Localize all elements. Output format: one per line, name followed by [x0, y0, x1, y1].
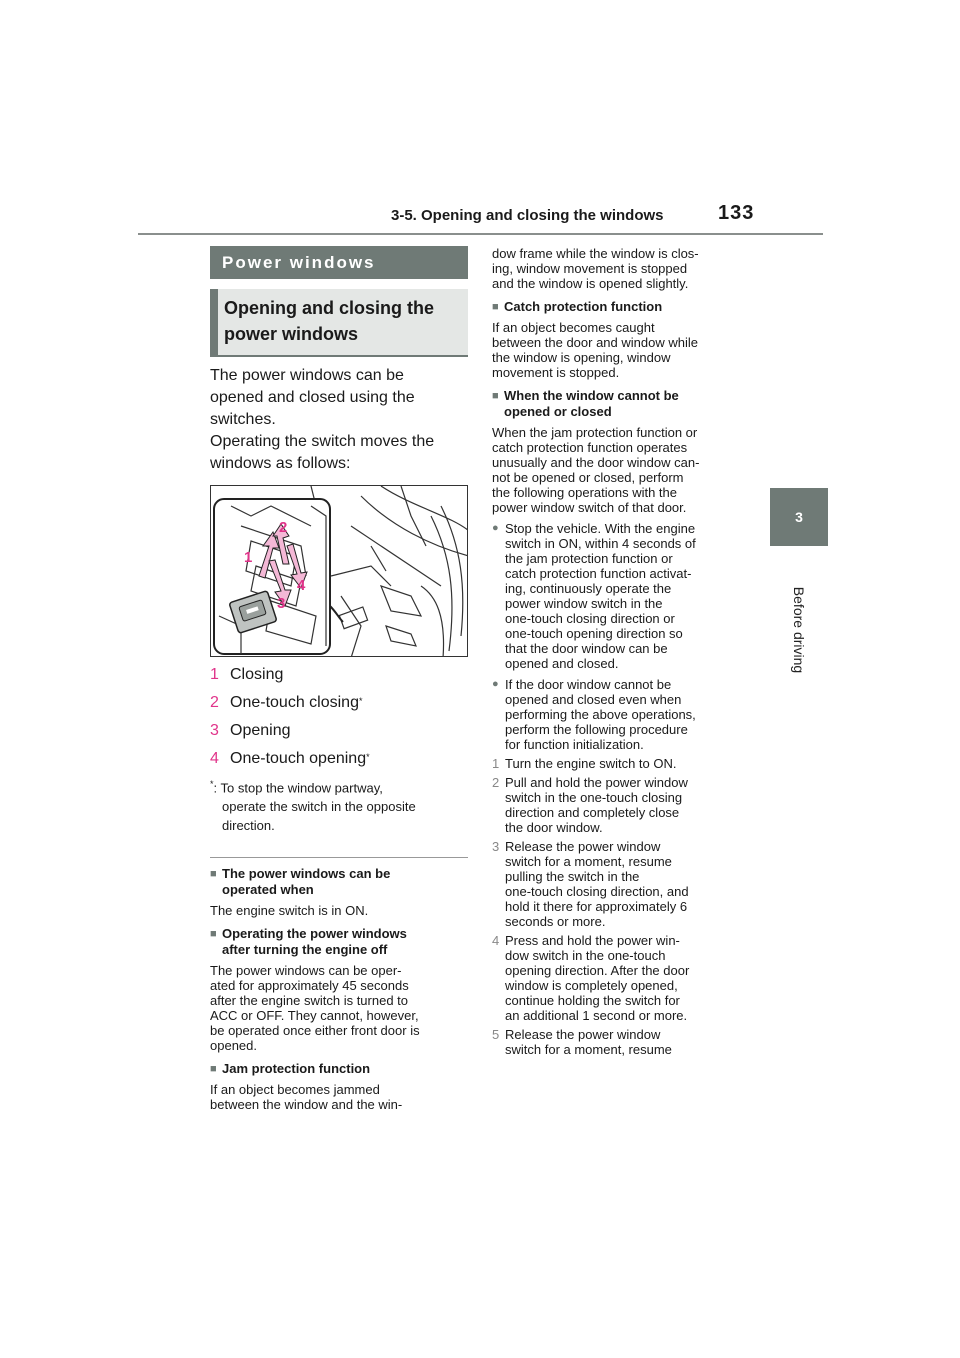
- page-number: 133: [718, 202, 755, 224]
- intro-line: The power windows can be: [210, 367, 404, 384]
- list-text: One-touch closing: [230, 694, 359, 711]
- circle-bullet-icon: ●: [492, 522, 499, 534]
- list-item: [210, 691, 468, 715]
- note-heading: ■ Catch protection function: [492, 299, 663, 314]
- step-item: 5 Release the power window switch for a moment, resume: [492, 1027, 672, 1057]
- note-body: If an object becomes caught between the door and window while the window is opening, window movement is stopped.: [492, 320, 698, 380]
- footnote-line: : To stop the window partway,: [213, 780, 383, 796]
- step-number: 3: [492, 839, 500, 854]
- list-item: [210, 747, 468, 771]
- section-header-title: 3-5. Opening and closing the windows: [391, 207, 664, 224]
- header-rule: [138, 233, 823, 235]
- square-bullet-icon: ■: [210, 1063, 217, 1076]
- callout-2: 2: [279, 519, 288, 536]
- switch-illustration-svg: [211, 486, 468, 657]
- note-heading: ■ The power windows can be operated when: [210, 866, 391, 898]
- list-number: 4: [210, 750, 219, 767]
- footnote-star: *: [366, 752, 370, 762]
- footnote: [210, 775, 468, 835]
- square-bullet-icon: ■: [492, 301, 499, 313]
- square-bullet-icon: ■: [492, 390, 499, 402]
- section-banner: Power windows: [210, 246, 468, 279]
- footnote-line: operate the switch in the opposite: [222, 799, 416, 815]
- note-heading: ■ Jam protection function: [210, 1061, 371, 1077]
- step-number: 4: [492, 933, 500, 948]
- circle-bullet-icon: ●: [492, 678, 499, 690]
- intro-text: [210, 365, 468, 475]
- list-item: [210, 663, 468, 687]
- step-item: 4 Press and hold the power win- dow switch in the one-touch opening direction. After the door window is completely opened, continue holding the switch for an additional 1 second or more.: [492, 933, 690, 1023]
- intro-line: windows as follows:: [210, 455, 351, 472]
- callout-3: 3: [277, 595, 286, 612]
- footnote-star: *: [358, 696, 363, 706]
- list-text: One-touch opening: [230, 750, 367, 767]
- callout-4: 4: [297, 577, 306, 594]
- note-body: The engine switch is in ON.: [210, 903, 369, 919]
- step-number: 1: [492, 756, 500, 771]
- left-column: [210, 246, 468, 1112]
- list-item: [210, 719, 468, 743]
- intro-line: switches.: [210, 411, 276, 428]
- step-number: 5: [492, 1027, 500, 1042]
- chapter-label: [752, 560, 846, 700]
- step-item: 3 Release the power window switch for a moment, resume pulling the switch in the one-touch closing direction, and hold it there for approximately 6 seconds or more.: [492, 839, 689, 929]
- note-heading: ■ Operating the power windows after turning the engine off: [210, 926, 407, 958]
- procedure-steps: [492, 756, 752, 1057]
- subheading-line: power windows: [224, 324, 359, 344]
- intro-line: opened and closed using the: [210, 389, 415, 406]
- callout-1: 1: [244, 549, 253, 566]
- right-column: [492, 246, 752, 1057]
- list-text: Closing: [230, 666, 284, 683]
- step-number: 2: [492, 775, 500, 790]
- continued-text: dow frame while the window is clos- ing, window movement is stopped and the window is opened slightly.: [492, 246, 699, 291]
- square-bullet-icon: ■: [210, 928, 217, 941]
- list-number: 1: [210, 666, 219, 683]
- list-number: 2: [210, 694, 219, 711]
- list-number: 3: [210, 722, 219, 739]
- bullet-item: ● Stop the vehicle. With the engine switch in ON, within 4 seconds of the jam protection function or catch protection function activat- ing, continuously operate the power window switch in the one-touch closing direction or one-touch opening direction so that the door window can be opened and closed.: [492, 521, 696, 671]
- subheading-line: Opening and closing the: [224, 298, 435, 318]
- note-heading: ■ When the window cannot be opened or closed: [492, 388, 679, 419]
- note-body: The power windows can be oper- ated for approximately 45 seconds after the engine switch is turned to ACC or OFF. They cannot, however, be operated once either front door is opened.: [210, 963, 420, 1054]
- square-bullet-icon: ■: [210, 868, 217, 881]
- footnote-line: direction.: [222, 818, 275, 834]
- power-window-switch-illustration: [210, 485, 468, 657]
- section-divider: [210, 857, 468, 858]
- chapter-label-text: Before driving: [790, 586, 807, 674]
- chapter-tab: 3: [770, 488, 828, 546]
- step-item: 1 Turn the engine switch to ON.: [492, 756, 677, 771]
- note-body: If an object becomes jammed between the window and the win-: [210, 1082, 403, 1113]
- step-item: 2 Pull and hold the power window switch in the one-touch closing direction and completely close the door window.: [492, 775, 688, 835]
- bullet-item: ● If the door window cannot be opened and closed even when performing the above operations, perform the following procedure for function initialization.: [492, 677, 696, 752]
- footnote-mark: *: [210, 779, 214, 789]
- operation-list: [210, 663, 468, 771]
- note-body: When the jam protection function or catch protection function operates unusually and the door window can- not be opened or closed, perform the following operations with the power window switch of that door.: [492, 425, 700, 515]
- intro-line: Operating the switch moves the: [210, 433, 435, 450]
- subheading: [210, 289, 468, 357]
- list-text: Opening: [230, 722, 291, 739]
